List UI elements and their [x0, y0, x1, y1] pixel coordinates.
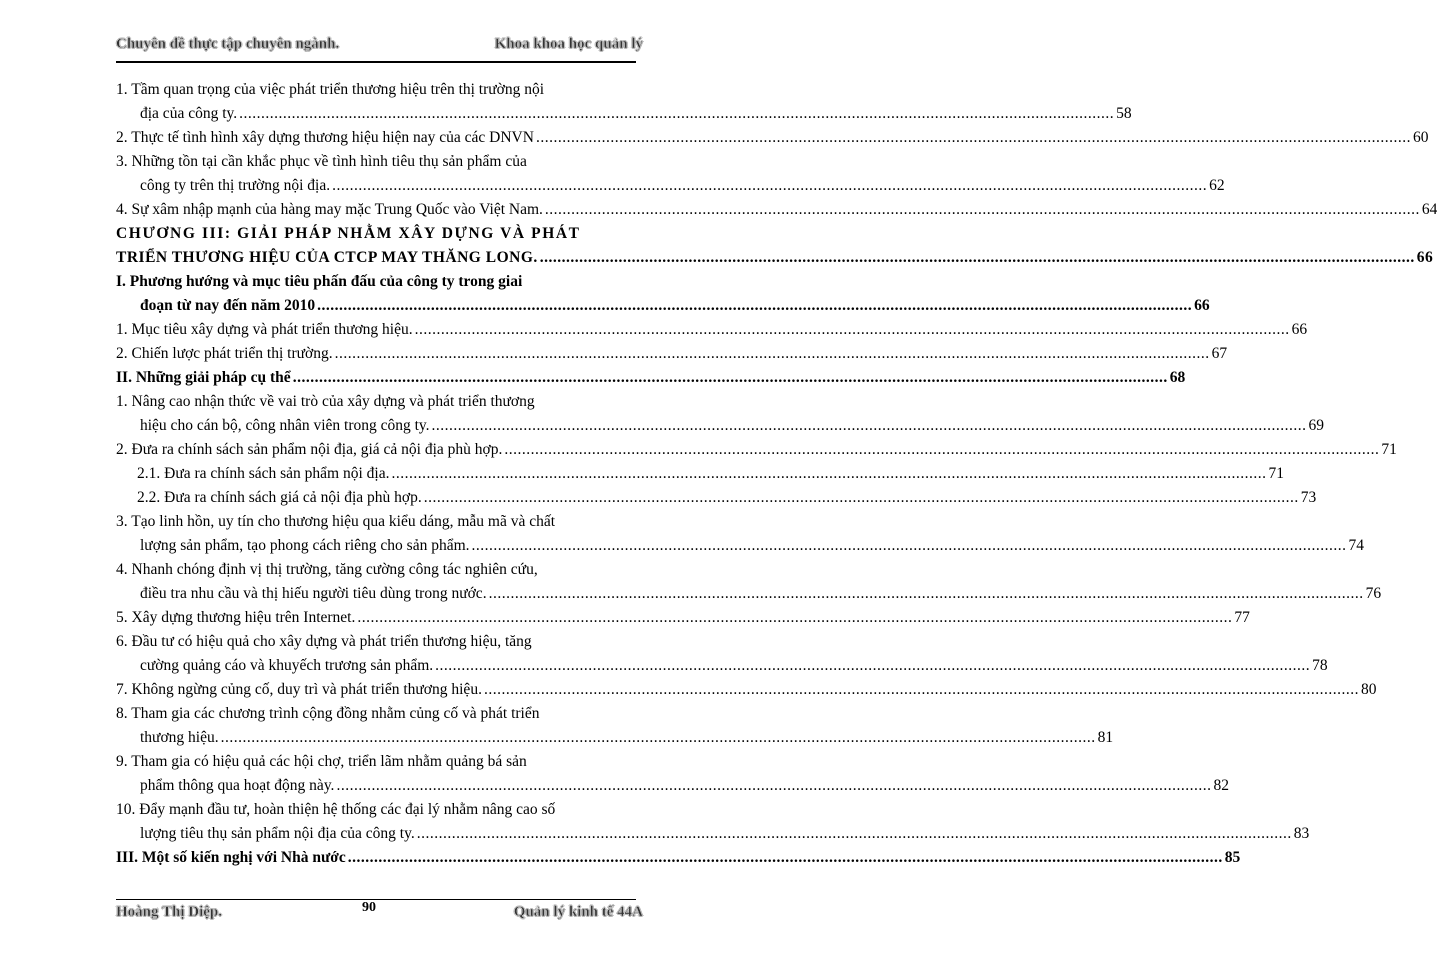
toc-entry — [116, 702, 1114, 750]
toc-page-number: 68 — [1169, 369, 1186, 386]
toc-page-number: 66 — [1291, 321, 1308, 338]
toc-entry-title: 5. Xây dựng thương hiệu trên Internet. — [116, 609, 356, 626]
toc-entry-title: CHƯƠNG III: GIẢI PHÁP NHẰM XÂY DỰNG VÀ PHÁT — [116, 225, 581, 242]
dot-leader: ........................................................................................................................................................................................................ — [220, 729, 1096, 746]
toc-entry — [116, 366, 1186, 390]
dot-leader: ........................................................................................................................................................................................................ — [334, 345, 1210, 362]
toc-entry-title-continued: TRIỂN THƯƠNG HIỆU CỦA CTCP MAY THĂNG LONG. — [116, 249, 538, 266]
toc-entry-title-continued: lượng sản phẩm, tạo phong cách riêng cho sản phẩm. — [140, 537, 470, 554]
toc-entry-title: 3. Những tồn tại cần khắc phục về tình hình tiêu thụ sản phẩm của — [116, 153, 527, 170]
toc-entry-title-continued: đoạn từ nay đến năm 2010 — [140, 297, 316, 314]
dot-leader: ........................................................................................................................................................................................................ — [239, 105, 1115, 122]
toc-page-number: 64 — [1421, 201, 1437, 218]
dot-leader: ........................................................................................................................................................................................................ — [347, 849, 1223, 866]
toc-entry-title: II. Những giải pháp cụ thể — [116, 369, 291, 386]
toc-entry — [137, 486, 1317, 510]
toc-entry — [116, 222, 1434, 270]
dot-leader: ........................................................................................................................................................................................................ — [317, 297, 1193, 314]
dot-leader: ........................................................................................................................................................................................................ — [535, 129, 1411, 146]
toc-entry — [116, 438, 1397, 462]
toc-entry — [116, 390, 1325, 438]
toc-entry-title: 6. Đầu tư có hiệu quả cho xây dựng và phát triển thương hiệu, tăng — [116, 633, 532, 650]
toc-entry — [116, 606, 1250, 630]
toc-page-number: 71 — [1381, 441, 1397, 458]
toc-entry-title-continued: hiệu cho cán bộ, công nhân viên trong công ty. — [140, 417, 430, 434]
toc-entry — [116, 510, 1365, 558]
dot-leader: ........................................................................................................................................................................................................ — [483, 681, 1359, 698]
dot-leader: ........................................................................................................................................................................................................ — [423, 489, 1299, 506]
toc-entry — [116, 198, 1437, 222]
toc-entry-title: 2.2. Đưa ra chính sách giá cả nội địa phù hợp. — [137, 489, 422, 506]
toc-entry-title-continued: điều tra nhu cầu và thị hiếu người tiêu dùng trong nước. — [140, 585, 487, 602]
toc-entry — [116, 270, 1210, 318]
dot-leader: ........................................................................................................................................................................................................ — [332, 177, 1208, 194]
toc-entry-title: I. Phương hướng và mục tiêu phấn đấu của công ty trong giai — [116, 273, 523, 290]
toc-page-number: 73 — [1300, 489, 1317, 506]
toc-page-number: 76 — [1365, 585, 1382, 602]
dot-leader: ........................................................................................................................................................................................................ — [292, 369, 1168, 386]
dot-leader: ........................................................................................................................................................................................................ — [488, 585, 1364, 602]
toc-page-number: 80 — [1360, 681, 1377, 698]
toc-page-number: 67 — [1211, 345, 1228, 362]
toc-page-number: 74 — [1348, 537, 1365, 554]
dot-leader: ........................................................................................................................................................................................................ — [414, 321, 1290, 338]
toc-entry-title-continued: lượng tiêu thụ sản phẩm nội địa của công ty. — [140, 825, 415, 842]
toc-entry — [116, 846, 1241, 870]
toc-entry-title: 8. Tham gia các chương trình cộng đồng nhằm củng cố và phát triển — [116, 705, 540, 722]
dot-leader: ........................................................................................................................................................................................................ — [431, 417, 1307, 434]
running-header-left: Chuyên đề thực tập chuyên ngành. — [116, 36, 340, 52]
toc-entry-title: 1. Mục tiêu xây dựng và phát triển thương hiệu. — [116, 321, 413, 338]
dot-leader: ........................................................................................................................................................................................................ — [357, 609, 1233, 626]
footer-class: Quản lý kinh tế 44A — [513, 904, 643, 920]
dot-leader: ........................................................................................................................................................................................................ — [539, 249, 1415, 266]
toc-entry — [116, 798, 1310, 846]
toc-page-number: 62 — [1209, 177, 1225, 194]
toc-entry — [116, 678, 1377, 702]
toc-entry — [116, 342, 1228, 366]
dot-leader: ........................................................................................................................................................................................................ — [544, 201, 1420, 218]
toc-entry-title: 4. Nhanh chóng định vị thị trường, tăng cường công tác nghiên cứu, — [116, 561, 538, 578]
toc-page-number: 60 — [1412, 129, 1429, 146]
toc-page-number: 85 — [1224, 849, 1241, 866]
toc-entry-title-continued: thương hiệu. — [140, 729, 219, 746]
toc-entry — [116, 750, 1229, 798]
toc-entry — [116, 318, 1308, 342]
toc-entry-title: 3. Tạo linh hồn, uy tín cho thương hiệu qua kiểu dáng, mẫu mã và chất — [116, 513, 556, 530]
toc-page-number: 77 — [1234, 609, 1250, 626]
page-number: 90 — [362, 900, 376, 915]
toc-entry — [137, 462, 1284, 486]
toc-entry — [116, 126, 1429, 150]
toc-entry — [116, 78, 1132, 126]
toc-entry-title-continued: cường quảng cáo và khuyếch trương sản phẩm. — [140, 657, 434, 674]
toc-entry-title: 2. Thực tế tình hình xây dựng thương hiệu hiện nay của các DNVN — [116, 129, 534, 146]
toc-page-number: 71 — [1268, 465, 1284, 482]
toc-page-number: 82 — [1213, 777, 1229, 794]
toc-page-number: 58 — [1116, 105, 1132, 122]
toc-entry-title: 1. Nâng cao nhận thức về vai trò của xây dựng và phát triển thương — [116, 393, 535, 410]
toc-entry-title-continued: phẩm thông qua hoạt động này. — [140, 777, 335, 794]
toc-page-number: 69 — [1308, 417, 1325, 434]
toc-page-number: 78 — [1312, 657, 1328, 674]
toc-entry-title: III. Một số kiến nghị với Nhà nước — [116, 849, 346, 866]
header-rule — [116, 61, 636, 63]
dot-leader: ........................................................................................................................................................................................................ — [391, 465, 1267, 482]
footer-author: Hoàng Thị Diệp. — [116, 904, 223, 920]
table-of-contents — [116, 78, 1437, 870]
toc-entry — [116, 630, 1328, 678]
toc-page-number: 81 — [1097, 729, 1114, 746]
toc-entry-title: 7. Không ngừng củng cố, duy trì và phát triển thương hiệu. — [116, 681, 482, 698]
toc-entry-title: 9. Tham gia có hiệu quả các hội chợ, triển lãm nhằm quảng bá sản — [116, 753, 527, 770]
toc-entry-title: 1. Tầm quan trọng của việc phát triển thương hiệu trên thị trường nội — [116, 81, 545, 98]
toc-entry-title: 2.1. Đưa ra chính sách sản phẩm nội địa. — [137, 465, 390, 482]
running-header-right: Khoa khoa học quản lý — [494, 36, 643, 52]
toc-entry-title: 10. Đẩy mạnh đầu tư, hoàn thiện hệ thống các đại lý nhằm nâng cao số — [116, 801, 556, 818]
toc-page-number: 66 — [1416, 249, 1434, 266]
toc-page-number: 83 — [1293, 825, 1310, 842]
toc-entry-title-continued: công ty trên thị trường nội địa. — [140, 177, 331, 194]
dot-leader: ........................................................................................................................................................................................................ — [471, 537, 1347, 554]
dot-leader: ........................................................................................................................................................................................................ — [435, 657, 1311, 674]
dot-leader: ........................................................................................................................................................................................................ — [336, 777, 1212, 794]
toc-entry-title: 2. Đưa ra chính sách sản phẩm nội địa, giá cả nội địa phù hợp. — [116, 441, 503, 458]
toc-entry — [116, 558, 1382, 606]
toc-page-number: 66 — [1194, 297, 1210, 314]
dot-leader: ........................................................................................................................................................................................................ — [416, 825, 1292, 842]
dot-leader: ........................................................................................................................................................................................................ — [504, 441, 1380, 458]
toc-entry-title-continued: địa của công ty. — [140, 105, 238, 122]
toc-entry — [116, 150, 1225, 198]
toc-entry-title: 2. Chiến lược phát triển thị trường. — [116, 345, 333, 362]
toc-entry-title: 4. Sự xâm nhập mạnh của hàng may mặc Trung Quốc vào Việt Nam. — [116, 201, 543, 218]
footer-rule — [116, 899, 636, 900]
